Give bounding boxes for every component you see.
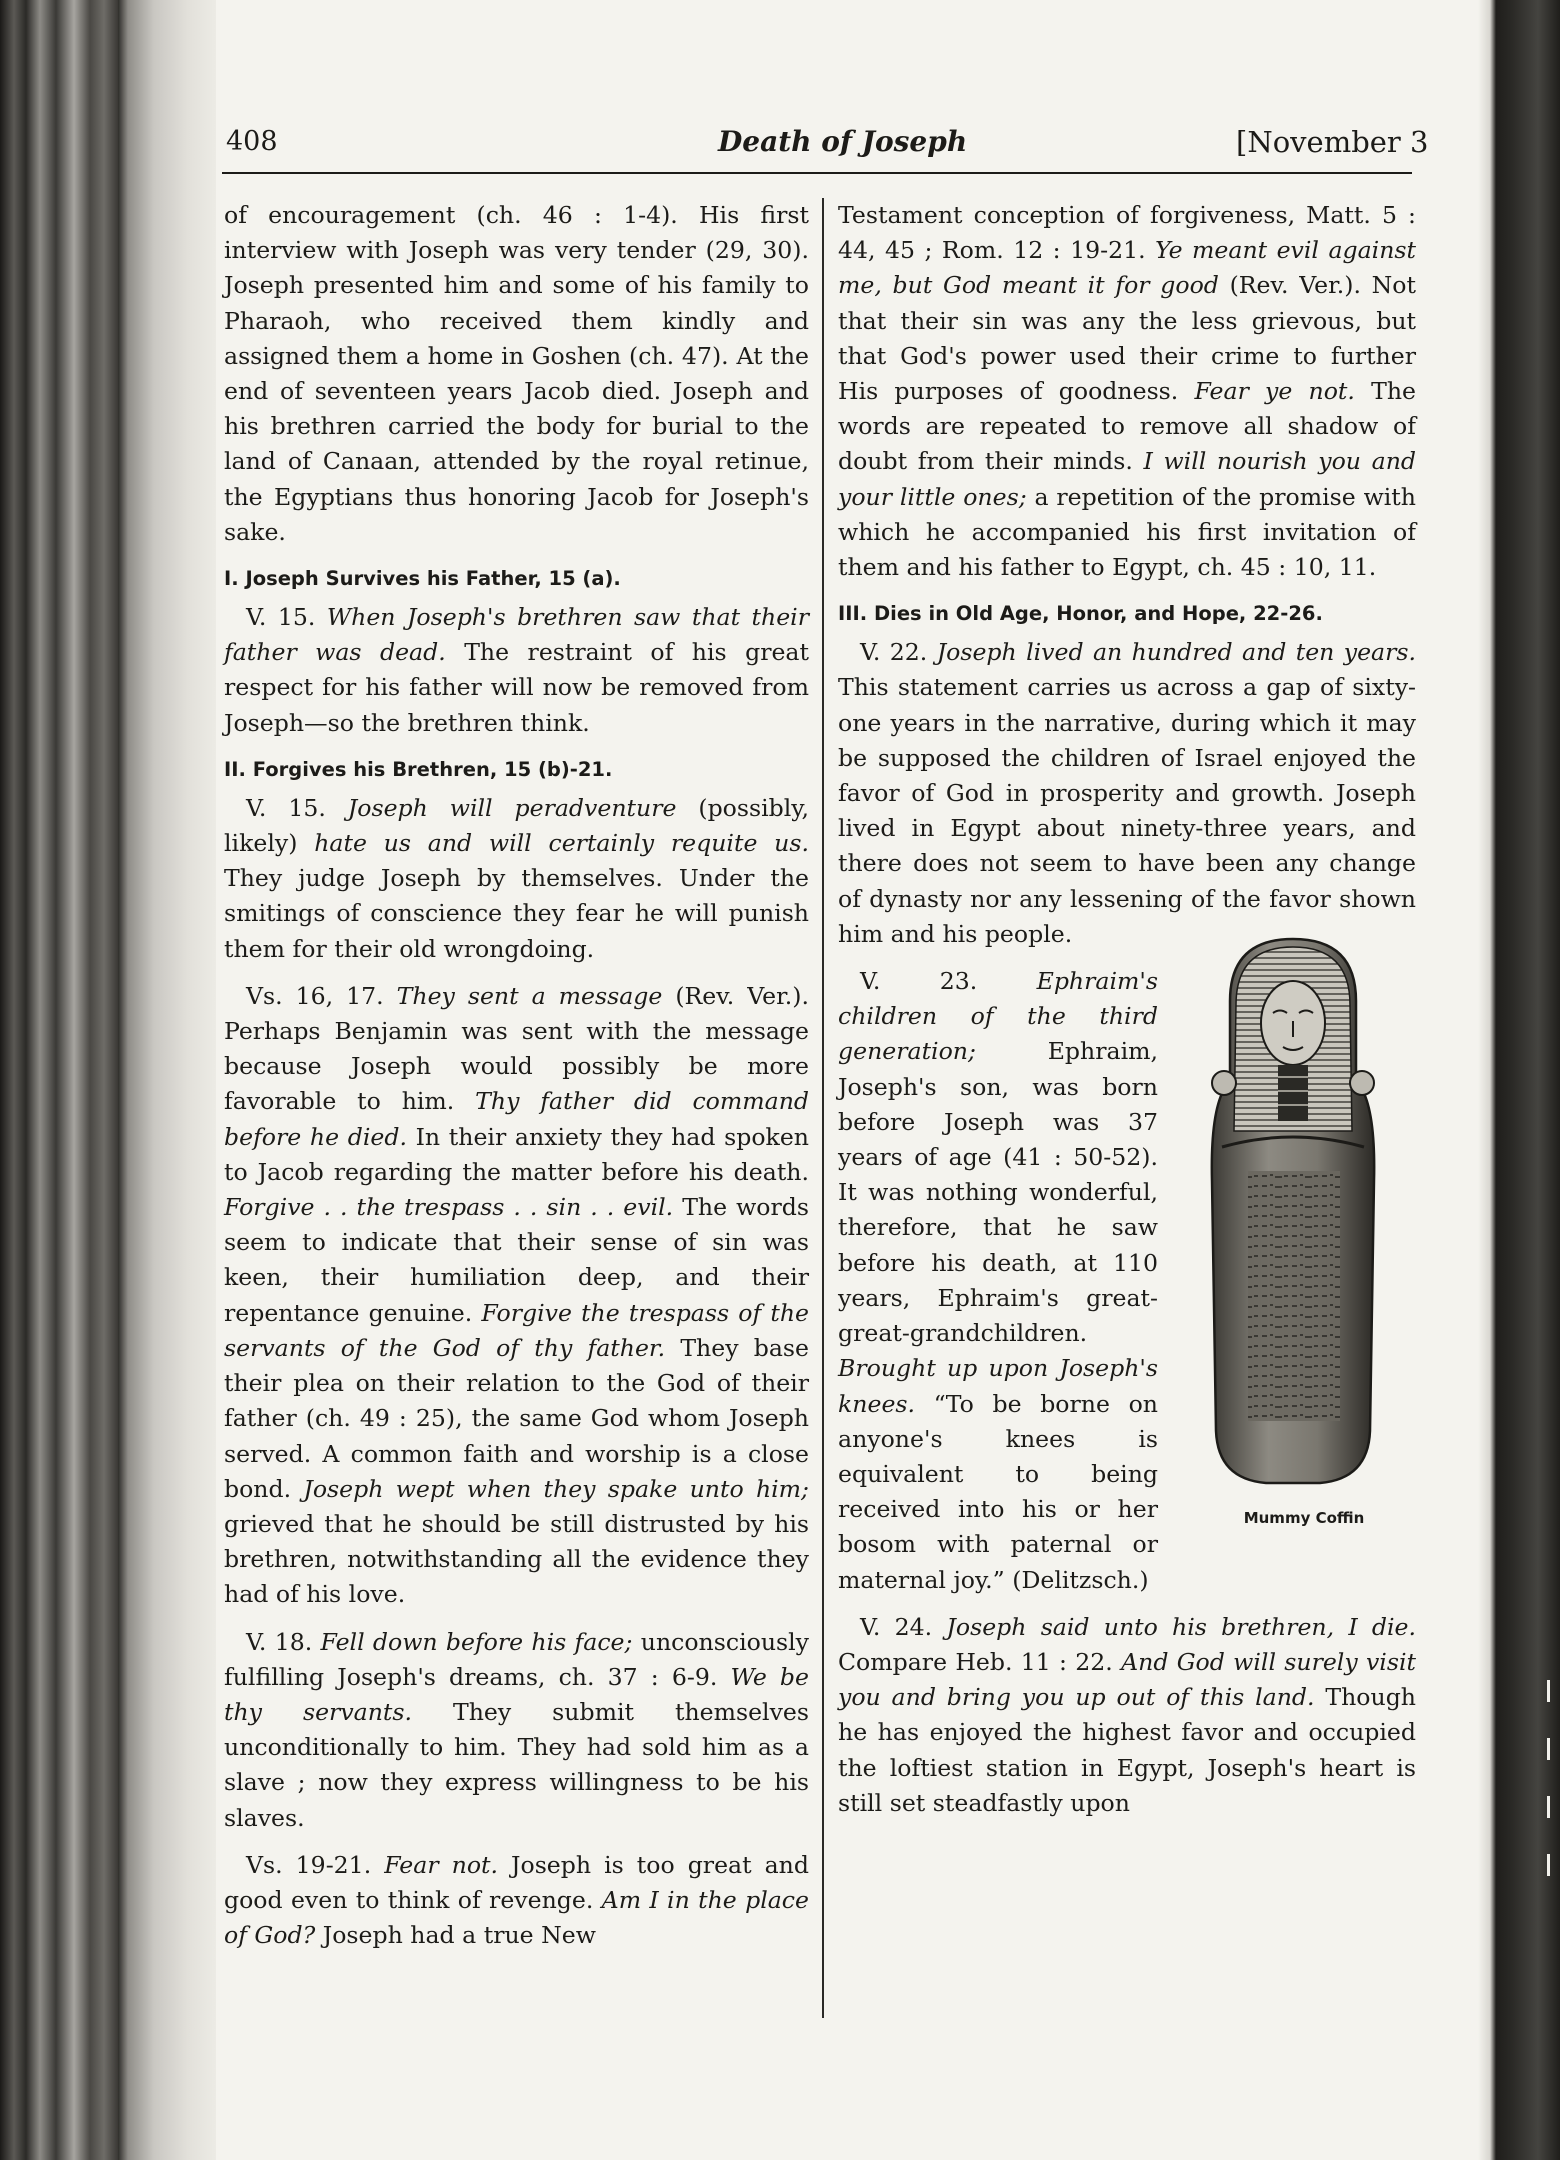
paragraph-vs16-17: Vs. 16, 17. They sent a message (Rev. Ver.). Perhaps Benjamin was sent with the message because Joseph would possibly be more favorable to him. Thy father did command before he died. In their anxiety they had spoken to Jacob regarding the matter before his death. Forgive . . the trespass . . sin . . evil. The words seem to indicate that their sense of sin was keen, their humiliation deep, and their repentance genuine. Forgive the trespass of the servants of the God of thy father. They base their plea on their relation to the God of their father (ch. 49 : 25), the same God whom Joseph served. A common faith and worship is a close bond. Joseph wept when they spake unto him; grieved that he should be still distrusted by his brethren, notwithstanding all the evidence they had of his love. [224, 981, 810, 1609]
header-date: [November 3 [1236, 125, 1429, 159]
left-column [224, 198, 809, 1953]
section-heading-1: I. Joseph Survives his Father, 15 (a). [224, 567, 621, 591]
book-binding [0, 0, 118, 2160]
figure-caption: Mummy Coffin [1243, 1508, 1365, 1527]
paragraph-v18: V. 18. Fell down before his face; unconsciously fulfilling Joseph's dreams, ch. 37 : 6-9. We be thy servants. They submit themselves unconditionally to him. They had sold him as a slave ; now they express willingness to be his slaves. [224, 1627, 810, 1832]
header-rule [222, 172, 1412, 174]
paragraph-v23: V. 23. Ephraim's children of the third generation; Ephraim, Joseph's son, was born before Joseph was 37 years of age (41 : 50-52). It was nothing wonderful, therefore, that he saw before his death, at 110 years, Ephraim's great-great-grandchildren. Brought up upon Joseph's knees. “To be borne on anyone's knees is equivalent to being received into his or her bosom with paternal or maternal joy.” (Delitzsch.) [838, 967, 1158, 1594]
running-title: Death of Joseph [718, 125, 968, 158]
binding-shadow [118, 0, 216, 2160]
mummy-coffin-icon [1170, 931, 1416, 1491]
right-column [838, 198, 1416, 1821]
paragraph-forgiveness: Testament conception of forgiveness, Matt. 5 : 44, 45 ; Rom. 12 : 19-21. Ye meant evil against me, but God meant it for good (Rev. Ver.). Not that their sin was any the less grievous, but that God's power used their crime to further His purposes of goodness. Fear ye not. The words are repeated to remove all shadow of doubt from their minds. I will nourish you and your little ones; a repetition of the promise with which he accompanied his first invitation of them and his father to Egypt, ch. 45 : 10, 11. [838, 201, 1417, 582]
mummy-coffin-figure [1170, 931, 1416, 1536]
paragraph-v22: V. 22. Joseph lived an hundred and ten years. This statement carries us across a gap of sixty-one years in the narrative, during which it may be supposed the children of Israel enjoyed the favor of God in prosperity and growth. Joseph lived in Egypt about ninety-three years, and there does not seem to have been any change of dynasty nor any lessening of the favor shown him and his people. Mummy Coffin [838, 635, 1416, 952]
column-divider [822, 198, 824, 2018]
section-heading-3: III. Dies in Old Age, Honor, and Hope, 22-26. [838, 602, 1323, 626]
facing-page-marks [1543, 1680, 1553, 1920]
section-heading-2: II. Forgives his Brethren, 15 (b)-21. [224, 757, 613, 781]
paragraph-encouragement: of encouragement (ch. 46 : 1-4). His first interview with Joseph was very tender (29, 30). Joseph presented him and some of his family to Pharaoh, who received them kindly and assigned them a home in Goshen (ch. 47). At the end of seventeen years Jacob died. Joseph and his brethren carried the body for burial to the land of Canaan, attended by the royal retinue, the Egyptians thus honoring Jacob for Joseph's sake. [224, 201, 809, 546]
paragraph-v15b: V. 15. Joseph will peradventure (possibly, likely) hate us and will certainly requite us. They judge Joseph by themselves. Under the smitings of conscience they fear he will punish them for their old wrongdoing. [224, 793, 809, 963]
paragraph-v24: V. 24. Joseph said unto his brethren, I die. Compare Heb. 11 : 22. And God will surely visit you and bring you up out of this land. Though he has enjoyed the highest favor and occupied the loftiest station in Egypt, Joseph's heart is still set steadfastly upon [838, 1612, 1417, 1817]
page-number: 408 [226, 126, 278, 157]
paragraph-vs19-21: Vs. 19-21. Fear not. Joseph is too great and good even to think of revenge. Am I in the place of God? Joseph had a true New [224, 1850, 809, 1950]
paragraph-v15a: V. 15. When Joseph's brethren saw that their father was dead. The restraint of his great respect for his father will now be removed from Joseph—so the brethren think. [224, 603, 810, 737]
